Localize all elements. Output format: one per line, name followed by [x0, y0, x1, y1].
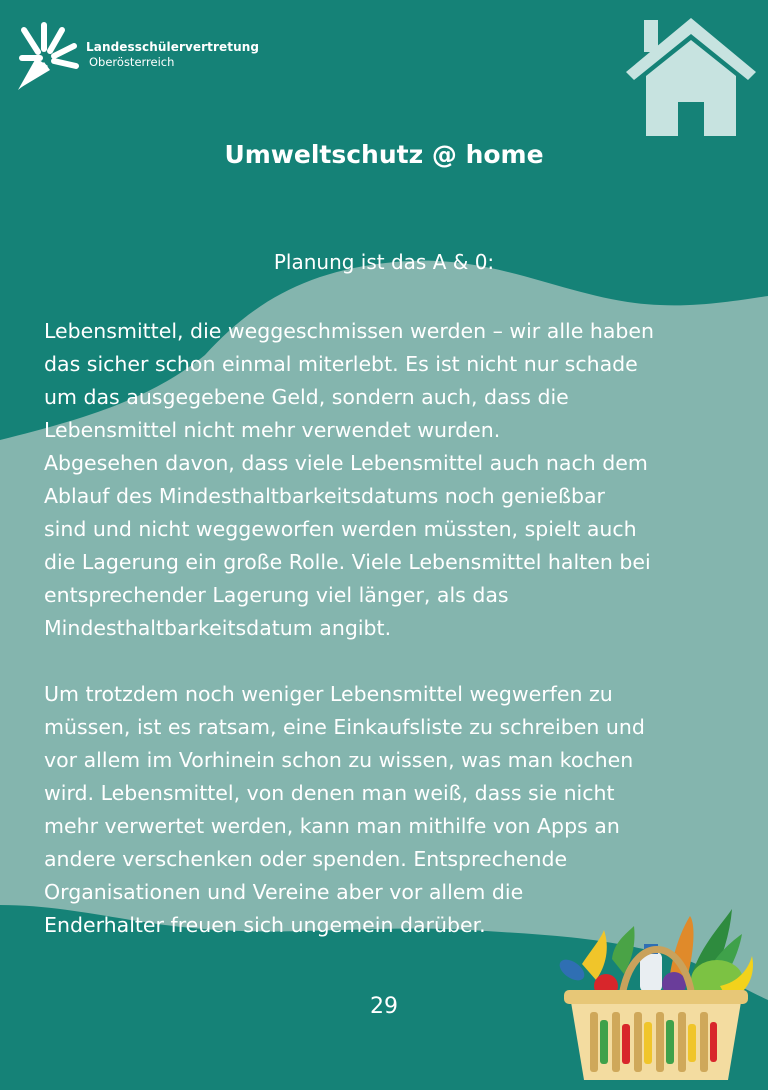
house-icon [624, 14, 758, 140]
organization-logo [14, 22, 260, 94]
grocery-basket-icon [552, 904, 756, 1084]
paragraph-storage: Lebensmittel, die weggeschmissen werden – wir alle haben das sicher schon einmal miterlebt. Es ist nicht nur schade um das ausgegebene Geld, sondern auch, dass die Lebensmittel nicht mehr verwendet wurden. Abgesehen davon, dass viele Lebensmittel auch nach dem Ablauf des Mindesthaltbarkeitsdatums noch genießbar sind und nicht weggeworfen werden müssten, spielt auch die Lagerung ein große Rolle. Viele Lebensmittel halten bei entsprechender Lagerung viel länger, als das Mindesthaltbarkeitsdatum angibt. [44, 319, 655, 640]
paragraph-planning: Um trotzdem noch weniger Lebensmittel wegwerfen zu müssen, ist es ratsam, eine Einkaufsliste zu schreiben und vor allem im Vorhinein schon zu wissen, was man kochen wird. Lebensmittel, von denen man weiß, dass sie nicht mehr verwertet werden, kann man mithilfe von Apps an andere verschenken oder spenden. Entsprechende Organisationen und Vereine aber vor allem die Enderhalter freuen sich ungemein darüber. [44, 682, 645, 937]
page-number: 29 [370, 994, 398, 1019]
page-title: Umweltschutz @ home [224, 140, 544, 169]
section-subtitle: Planung ist das A & 0: [273, 250, 495, 274]
logo-burst-icon [14, 22, 82, 94]
logo-region: Oberösterreich [89, 55, 175, 69]
body-text [44, 315, 744, 942]
logo-name: Landesschülervertretung [86, 40, 260, 54]
